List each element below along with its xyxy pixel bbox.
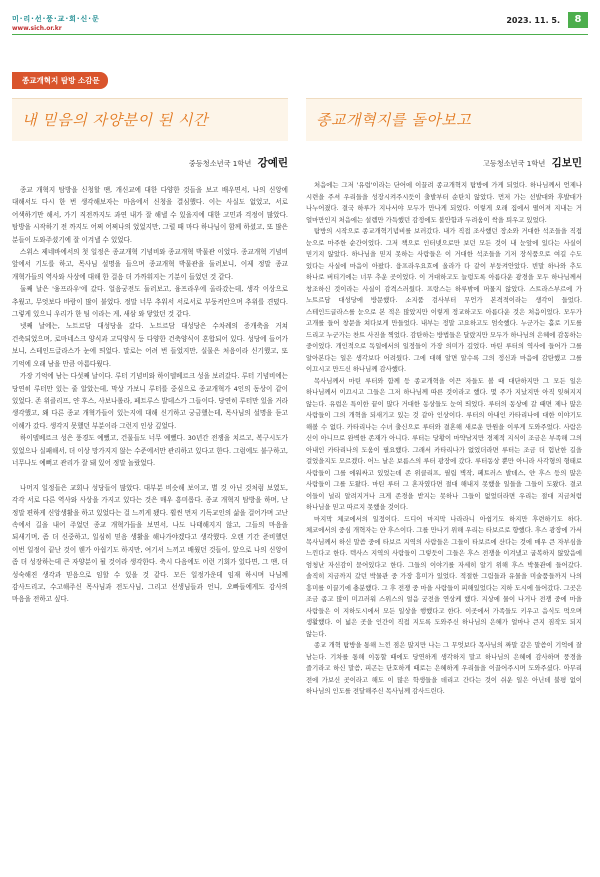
article-byline [306, 155, 582, 170]
paragraph: 둘째 날은 '융프라우'에 갔다. 얼음궁전도 둘러보고, 융프라우에 올라갔는데, 생각 이상으로 추웠고, 무엇보다 바람이 많이 불었다. 정말 너무 추워서 서로서로 부둥켜안으며 추위를 견뎠다. 그렇게 있으니 우리가 한 팀 이라는 게, 새삼 와 닿았던 것 같다. [12, 285, 288, 319]
paragraph: 종교 개혁지 탐방을 신청할 땐, 개신교에 대한 다양한 것들을 보고 배우면서, 나의 신앙에 대해서도 다시 한 번 생각해보자는 마음에서 신청을 결심했다. 이는 사실도 없었고, 서로 어색하기만 해서, 가기 직전까지도 과연 내가 잘 해낼 수 있을지에 대한 고민과 걱정이 많았다. 탐방을 시작하기 전 까지도 어쩌 어쩌나의 었었지만, 그럴 때 마다 하나님이 함께 하셨고, 또 많은 분들이 도와주셨기에 잘 이겨낼 수 있었다. [12, 186, 288, 244]
section-tag: 종교개혁지 탐방 소감문 [12, 72, 108, 89]
article-byline [12, 155, 288, 170]
paragraph: 하이델베르크 성은 풍경도 예뻤고, 건물들도 너무 예뻤다. 30년간 전쟁을 치르고, 복구시도가 있었으나 실패해서, 더 이상 망가지지 않는 수준에서만 관리하고 있다고 한다. 그럼에도 불구하고, 너무나도 예뻐고 관리가 잘 돼 있어 정말 놀랐었다. [12, 434, 288, 467]
paragraph: 넷째 날에는, 노트르담 대성당을 갔다. 노트르담 대성당은 수차례의 증개축을 거쳐 건축되었으며, 로마네스크 양식과 고딕양식 등 다양한 건축양식이 혼합되어 있다. 성당에 들어가 보니, 스테인드글라스가 눈에 띄었다. 말로는 어려 번 들었지만, 실물은 처음이라 신기했고, 또 기억에 오래 남을 만큼 아름다웠다. [12, 322, 288, 368]
page-header [12, 14, 588, 54]
newspaper-masthead: 미·리·선·풍·교·회·신·문 [12, 15, 100, 23]
paragraph: 탐방의 시작으로 종교개혁기념비를 보러갔다. 내가 직접 조사했던 장소와 거대한 석조들을 직접 눈으로 마주한 순간이었다. 그저 책으로 인터넷으로만 보던 모든 것이 내 눈앞에 있다는 사실이 믿기지 않았다. 하나님을 믿지 못하는 사람들은 이 거대한 석조들을 기저 장식품으로 여길 수도 있다는 사실에 마음이 아팠다. 융프라우요흐에 올라가 다 같이 부둥켜안았다. 빈말 하나와 추도 하나로 버티기에는 너무 추운 곳이었다. 이 거대하고도 늘렁도록 아름다운 광경을 모두 하나님께서 창조하신 것이라는 사실이 감격스러웠다. 프랑스는 하루밖에 머물지 않았다. 스트라스부르에 가 노트르담 대성당에 방문했다. 소지품 검사부터 무언가 본격적이라는 생각이 들었다. 스테인드글라스를 눈으로 본 적은 많았지만 이렇게 정교하고도 아름다운 것은 처음이었다. 모두가 고개를 들어 창문을 쳐다보게 만들었다. 내부는 정말 고요하고도 엄숙했다. 누군가는 홀로 기도를 드리고 누군가는 찬트 사진을 찍었다. 감탄하는 방법들은 달랐지만 모두가 하나님의 은혜에 감동하는 중이었다. 개인적으로 독일에서의 일정들이 가장 의미가 깊었다. 마틴 루터의 역사에 들어가 그를 알아본다는 일은 생각보다 어려웠다. 그에 대해 알면 알수록 그의 정신과 마음에 감탄했고 그를 이끄시고 만드신 하나님께 감사했다. [306, 228, 582, 373]
article-title: 종교개혁지를 돌아보고 [316, 111, 472, 129]
author-affiliation: 고등청소년국 1학년 [482, 159, 546, 168]
website-url[interactable]: www.sich.or.kr [12, 25, 62, 32]
issue-date: 2023. 11. 5. [506, 16, 560, 25]
article-title: 내 믿음의 자양분이 된 시간 [22, 111, 208, 129]
paragraph: 가장 기억에 남는 다섯째 날이다. 루터 기념비와 하이델베르크 성을 보러갔다. 루터 기념비에는 당연히 루터만 있는 줄 알았는데, 막상 가보니 루터를 중심으로 종교개혁가 4인의 동상이 같이 있었다. 존 위클리프, 얀 후스, 사보나롤라, 페트루스 발데스가 그들이다. 당연히 루터만 있을 거라 생각했고, 왜 다른 종교 개혁가들이 있는지에 대해 신기하고 궁금했는데, 목사님의 설명을 듣고 이해가 갔다. 생각지 못했던 부분이라 그런지 인상 깊었다. [12, 372, 288, 430]
article-right [306, 98, 582, 698]
paragraph: 목사님께서 마틴 루터와 함께 등 종교개혁을 이끈 자들도 볼 때 대단하지만 그 모든 일은 하나님께서 이끄시고 그들은 그저 하나님께 따른 것이라고 했다. 몇 주가 지났지만 아직 잊혀지지 않는다. 유럽은 특이한 끝이 많다 거대한 동상들도 눈여 띄었다. 루터의 동상에 갈 때면 제나 많은 사람들이 그의 개혁을 되새기고 있는 것 같아 인상이다. 루터의 아내인 카타리나에 대한 이야기도 해볼 수 없다. 카타리나는 수녀 출신으로 루터와 결혼해 새로운 만원을 이루게 도와주었다. 사람은 신이 아니므로 완벽한 존재가 아니다. 루터는 당황이 마약남지만 경제적 지식이 조금은 부족해 그의 아내인 카타리나의 도움이 필요했다. 그래서 카타리나가 없었더라면 루터는 조금 더 험난한 길을 걸었을지도 모르겠다. 어느 날은 보름스의 루터 광장에 갔다. 루터동상 뿐만 아니라 사각형의 형태로 사람들이 그를 에워싸고 있었는데 존 위클리프, 필립 벽작, 페트러스 발데스, 얀 후스 등의 많은 사람들이 그를 도왔다. 마틴 루터 그 혼자였다면 절대 해내지 못했을 일들을 그들이 도왔다. 결코 이들이 널리 알려지거나 크게 존경을 받지는 못하나 그들이 없었더라면 우리는 절대 지금처럼 하나님을 믿고 따르지 못했을 것이다. [306, 377, 582, 511]
author-affiliation: 중등청소년국 1학년 [188, 159, 252, 168]
article-title-box [306, 98, 582, 141]
paragraph: 스위스 제네바에서의 첫 일정은 종교개혁 기념비와 종교개혁 박물관 이었다. 종교개혁 기념비 앞에서 기도를 하고, 목사님 설명을 들으며 종교개혁 박물관을 둘러보니, 이제 정말 종교 개혁가들의 역사와 사상에 대해 한 걸음 더 가까워지는 기분이 들었던 것 같다. [12, 248, 288, 281]
article-body [306, 180, 582, 698]
paragraph: 종교 개혁 탐방을 통해 느낀 점은 많지만 나는 그 무엇보다 목사님의 짜말 같은 말씀이 기억에 잘 남는다. 기차를 통해 이동할 때에도 당연하게 생각하지 말고 하나님의 은혜에 감사하며 풍경을 즐기라고 하신 말씀, 피곤는 단호하게 때로는 은혜하게 우리들을 이끌어주시며 도와주셨다. 아무리 전에 가보신 곳이라고 해도 이 많은 학생들을 데리고 간다는 것이 쉬운 일은 아닌데 불평 없이 하나님의 인도를 전달해주신 목사님께 감사드린다. [306, 642, 582, 695]
article-body [12, 184, 288, 606]
paragraph: 나머지 일정들은 교회나 성당들이 많았다. 대부분 비슷해 보이고, 별 것 아닌 것처럼 보였도, 각각 서로 다른 역사와 사상을 가지고 있다는 것은 매우 흥미롭다. 종교 개혁지 탐방을 하며, 난 정말 편하게 신앙생활을 하고 있었다는 걸 느끼게 됐다. 휠씬 먼저 기독교인의 삶을 걸어가며 고난 속에서 길을 내어 주었던 종교 개혁가들을 보면서, 나도 나태해지지 않고, 그들의 마음을 되새기며, 좀 더 신중하고, 일심히 믿음 생활을 해나가야겠다고 생각했다. 오랜 기간 준비했던 이번 일정이 끝난 것이 웬가 아쉽기도 하지만, 여기서 느끼고 배웠던 것들이, 앞으로 나의 신앙이 좀 더 성장하는데 큰 자양분이 될 것이라 생각한다. 축시 다음에도 이런 기회가 있다면, 그 땐, 더 성숙해진 생각과 믿음으로 임할 수 있을 것 같다. 모든 일정가운데 임재 하시며 나님께 감사드리고, 수고해주신 목사님과 전도사님, 그리고 선생님들과 언니, 오빠들에게도 감사의 마음을 전하고 싶다. [12, 483, 288, 604]
article-title-box [12, 98, 288, 141]
header-divider [12, 34, 588, 35]
author-name: 김보민 [551, 157, 582, 169]
article-left [12, 98, 288, 606]
author-name: 강예린 [257, 157, 288, 169]
paragraph: 처음에는 그저 '유럽'이라는 단어에 이끌려 종교개혁지 탐방에 가게 되었다. 하나님께서 언제나 시련을 주셔 우리들을 성장시켜주시듯이 출발부터 순탄치 않았다. 먼저 가는 선발대와 후발대가 나누어졌다. 결국 하루가 지나서야 모두가 만나게 되었다. 이렇게 오래 집에서 떨어져 지내는 거 얼마만인지 처음에는 설렘만 가득했던 감정에도 불안함과 두려움이 싹을 틔우고 있었다. [306, 182, 582, 224]
page-number-badge: 8 [568, 12, 588, 28]
paragraph: 마지막 체코에서의 일정이다. 드디어 마지막 나라라니 아쉽기도 하지만 후련하기도 하다. 체코에서의 중심 개혁자는 얀 후스이다. 그를 만나기 위해 우리는 타보르로 향했다. 후스 광장에 가서 목사님께서 하신 말씀 중에 타보르 지역의 사람들은 그들이 타보르에 산다는 것에 매우 큰 자부심을 느낀다고 한다. 텍사스 지역의 사람들이 그렇듯이 그들은 후스 전쟁을 이겨냈고 굽복하지 않았음에 엄청난 자신감이 묻어있다고 한다. 그들의 이야기를 자세히 알기 위해 후스 박물관에 들어갔다. 솔직히 지금까지 갔던 박물관 중 가장 흥미가 있었다. 적절한 그림들과 유물을 미술품들까지 나의 흥미를 이끌기에 충분했다. 그 후 전쟁 중 마을 사람들이 피해있었다는 지하 도시에 들어갔다. 그곳은 조금 좁고 많이 미끄러워 스위스의 얼음 궁전을 연상케 했다. 지상에 물이 나거나 전쟁 중에 마을 사람들은 이 지하도시에서 모든 일상을 행했다고 한다. 이곳에서 가족들도 키우고 음식도 먹으며 생활했다. 이 넓은 곳을 인간이 직접 지도록 도와주신 하나님의 은혜가 얼마나 큰지 짐작도 되지 않는다. [306, 515, 582, 638]
